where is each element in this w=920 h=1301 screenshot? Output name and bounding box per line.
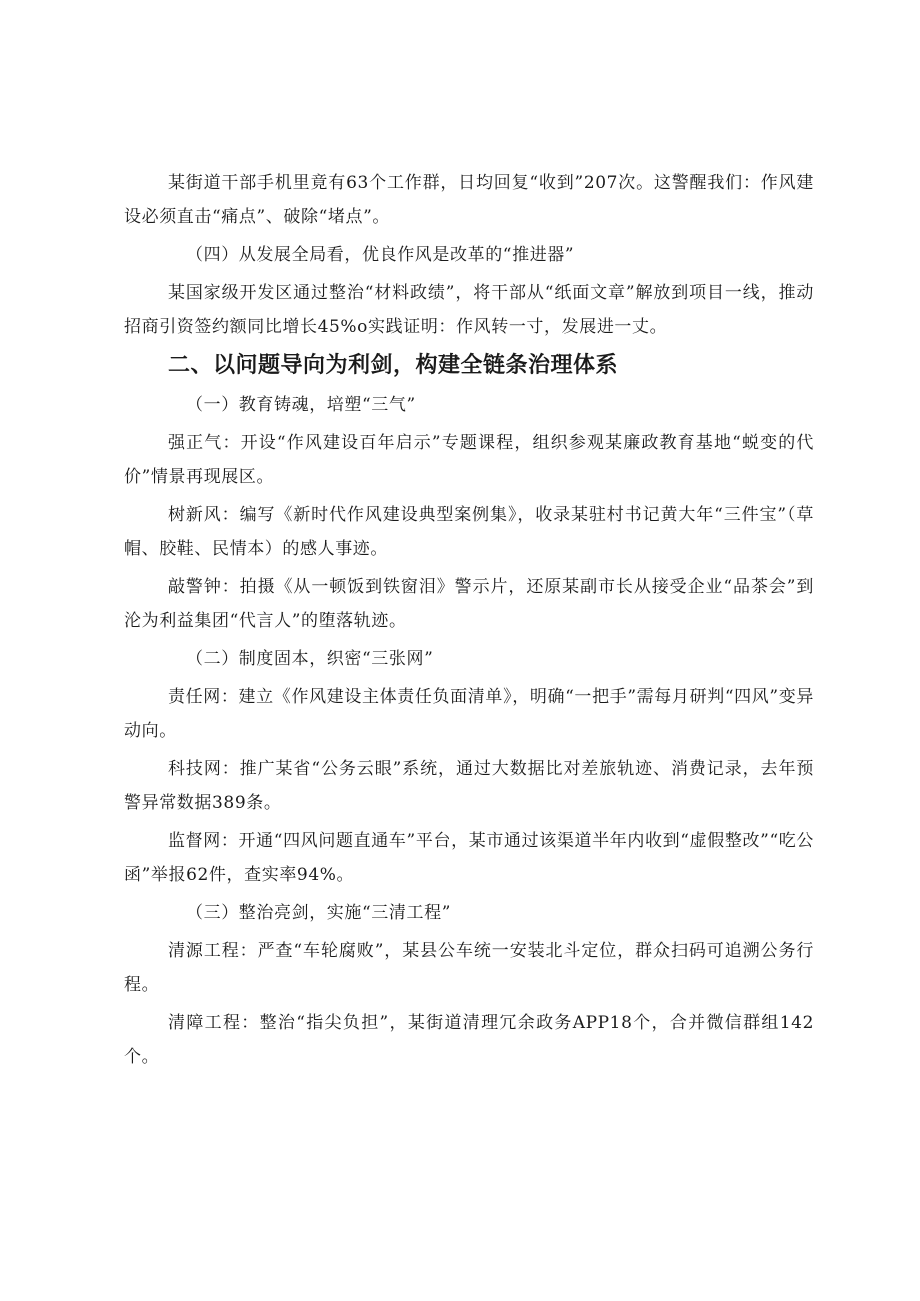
para-tech-net: 科技网：推广某省“公务云眼”系统，通过大数据比对差旅轨迹、消费记录，去年预警异常数据389条。: [124, 759, 814, 813]
subheading-reform-propeller: （四）从发展全局看，优良作风是改革的“推进器”: [186, 245, 575, 265]
para-barrier-clearing: 清障工程：整治“指尖负担”，某街道清理冗余政务APP18个，合并微信群组142个。: [124, 1013, 814, 1067]
para-new-style: 树新风：编写《新时代作风建设典型案例集》，收录某驻村书记黄大年“三件宝”（草帽、胶鞋、民情本）的感人事迹。: [124, 505, 814, 559]
subheading-institutions: （二）制度固本，织密“三张网”: [186, 649, 434, 669]
para-supervision-net: 监督网：开通“四风问题直通车”平台，某市通过该渠道半年内收到“虚假整改”“吃公函”举报62件，查实率94%。: [124, 831, 814, 885]
para-responsibility-net: 责任网：建立《作风建设主体责任负面清单》，明确“一把手”需每月研判“四风”变异动向。: [124, 687, 814, 741]
document-body: [124, 166, 814, 1078]
para-warning-bell: 敲警钟：拍摄《从一顿饭到铁窗泪》警示片，还原某副市长从接受企业“品茶会”到沦为利益集团“代言人”的堕落轨迹。: [124, 577, 814, 631]
subheading-education: （一）教育铸魂，培塑“三气”: [186, 395, 416, 415]
para-righteous-spirit: 强正气：开设“作风建设百年启示”专题课程，组织参观某廉政教育基地“蜕变的代价”情景再现展区。: [124, 433, 814, 487]
subheading-rectification: （三）整治亮剑，实施“三清工程”: [186, 903, 451, 923]
para-staff-groups: 某街道干部手机里竟有63个工作群，日均回复“收到”207次。这警醒我们：作风建设必须直击“痛点”、破除“堵点”。: [124, 173, 814, 227]
para-dev-zone: 某国家级开发区通过整治“材料政绩”，将干部从“纸面文章”解放到项目一线，推动招商引资签约额同比增长45%o实践证明：作风转一寸，发展进一丈。: [124, 283, 814, 337]
para-source-clearing: 清源工程：严查“车轮腐败”，某县公车统一安装北斗定位，群众扫码可追溯公务行程。: [124, 941, 814, 995]
section-heading-two: 二、以问题导向为利剑，构建全链条治理体系: [168, 353, 619, 378]
